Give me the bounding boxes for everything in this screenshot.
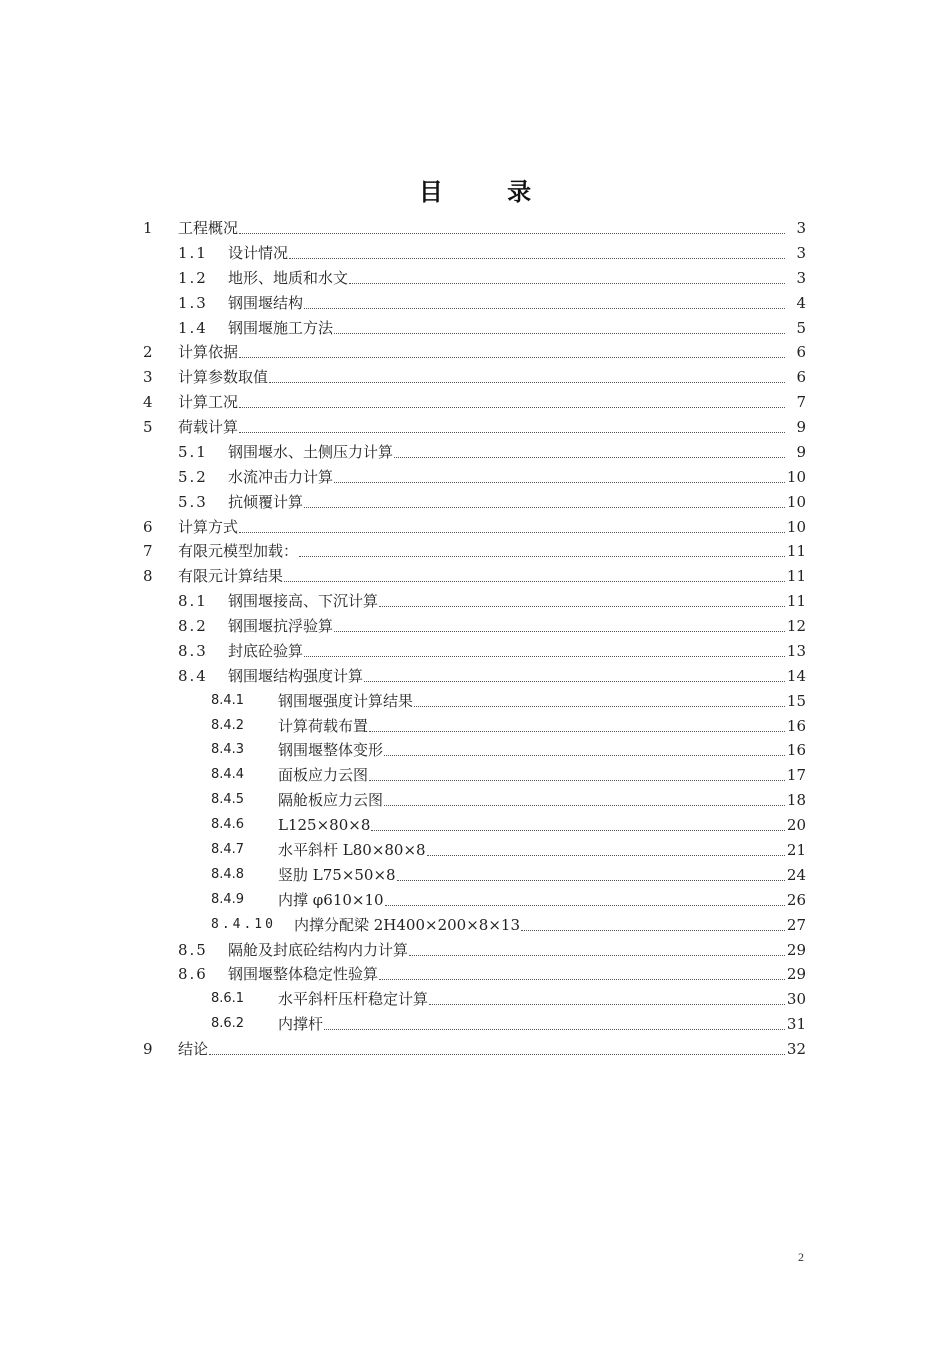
toc-entry-title: 隔舱及封底砼结构内力计算 (228, 940, 409, 959)
toc-entry-title: 钢围堰结构 (228, 293, 304, 312)
toc-entry-number: 1 (143, 219, 153, 237)
toc-leader-dots (394, 457, 785, 458)
toc-entry[interactable] (0, 464, 806, 486)
toc-entry-number: 8.4.8 (211, 866, 245, 882)
toc-entry[interactable] (0, 563, 806, 585)
toc-leader-dots (299, 556, 785, 557)
toc-entry[interactable] (0, 912, 806, 934)
toc-entry-page: 11 (786, 542, 806, 561)
toc-entry[interactable] (0, 514, 806, 536)
toc-entry-number: 8.4.10 (211, 916, 276, 932)
toc-entry-page: 6 (786, 343, 806, 361)
toc-entry-title: 计算工况 (178, 393, 239, 412)
toc-entry-page: 10 (786, 517, 806, 536)
toc-leader-dots (379, 606, 785, 607)
toc-leader-dots (269, 382, 785, 383)
toc-entry-title: 水平斜杆压杆稳定计算 (278, 990, 429, 1009)
toc-leader-dots (521, 930, 785, 931)
toc-entry-page: 17 (786, 766, 806, 785)
toc-entry-number: 8.4.4 (211, 767, 245, 783)
toc-entry-number: 8.6.2 (211, 1016, 245, 1032)
toc-entry[interactable] (0, 339, 806, 361)
toc-entry[interactable] (0, 837, 806, 859)
toc-entry[interactable] (0, 489, 806, 511)
toc-entry[interactable] (0, 240, 806, 262)
toc-entry-number: 1.2 (178, 268, 208, 287)
toc-entry-number: 5.1 (178, 442, 208, 461)
toc-entry-title: 内撑 φ610×10 (278, 890, 384, 909)
toc-leader-dots (414, 706, 785, 707)
toc-entry-number: 2 (143, 343, 153, 362)
toc-entry-title: 内撑分配梁 2H400×200×8×13 (294, 915, 520, 934)
toc-entry-title: 地形、地质和水文 (228, 268, 349, 287)
toc-entry-page: 12 (786, 617, 806, 636)
toc-entry-title: 竖肋 L75×50×8 (278, 865, 396, 884)
toc-entry-page: 16 (786, 741, 806, 760)
toc-entry-number: 8 (143, 567, 153, 586)
toc-leader-dots (304, 507, 785, 508)
toc-entry-page: 10 (786, 467, 806, 486)
toc-leader-dots (304, 656, 785, 657)
toc-entry[interactable] (0, 862, 806, 884)
toc-entry[interactable] (0, 389, 806, 411)
toc-entry-number: 8.5 (178, 940, 208, 959)
toc-entry-number: 8.6 (178, 965, 208, 984)
toc-leader-dots (239, 532, 785, 533)
toc-entry-page: 14 (786, 666, 806, 685)
toc-entry[interactable] (0, 588, 806, 610)
toc-entry-title: 水平斜杆 L80×80×8 (278, 841, 426, 859)
toc-entry-title: 设计情况 (228, 243, 289, 262)
toc-entry-page: 9 (786, 418, 806, 436)
toc-entry[interactable] (0, 961, 806, 983)
toc-entry[interactable] (0, 787, 806, 809)
toc-entry-page: 4 (786, 294, 806, 312)
toc-entry[interactable] (0, 713, 806, 735)
toc-entry[interactable] (0, 737, 806, 759)
toc-leader-dots (334, 482, 785, 483)
toc-entry-page: 9 (786, 443, 806, 461)
toc-leader-dots (349, 283, 785, 284)
toc-entry-title: 计算方式 (178, 517, 239, 536)
toc-leader-dots (239, 432, 785, 433)
toc-entry-title: 面板应力云图 (278, 766, 369, 785)
toc-entry[interactable] (0, 1036, 806, 1058)
toc-entry-title: 工程概况 (178, 219, 239, 237)
toc-entry-page: 29 (786, 940, 806, 959)
toc-entry-title: 计算参数取值 (178, 368, 269, 387)
toc-entry[interactable] (0, 613, 806, 635)
toc-entry-title: L125×80×8 (278, 816, 371, 835)
toc-entry-page: 11 (786, 592, 806, 611)
toc-leader-dots (379, 979, 785, 980)
toc-entry-title: 计算依据 (178, 343, 239, 362)
toc-entry-page: 16 (786, 716, 806, 735)
toc-entry[interactable] (0, 414, 806, 436)
toc-leader-dots (364, 681, 785, 682)
toc-entry-number: 8.1 (178, 592, 208, 611)
toc-entry-number: 8.4.7 (211, 842, 245, 857)
toc-entry-page: 5 (786, 319, 806, 337)
toc-leader-dots (334, 631, 785, 632)
toc-entry[interactable] (0, 937, 806, 959)
toc-leader-dots (384, 755, 785, 756)
toc-entry-number: 8.4.3 (211, 742, 245, 758)
toc-entry-title: 水流冲击力计算 (228, 467, 334, 486)
toc-entry-number: 7 (143, 542, 153, 561)
toc-leader-dots (429, 1004, 785, 1005)
toc-entry-page: 18 (786, 791, 806, 810)
toc-leader-dots (289, 258, 785, 259)
toc-leader-dots (284, 581, 785, 582)
toc-title: 目 录 (418, 178, 560, 206)
toc-entry[interactable] (0, 315, 806, 337)
toc-entry-title: 钢围堰抗浮验算 (228, 617, 334, 636)
toc-leader-dots (334, 333, 785, 334)
toc-entry-page: 13 (786, 641, 806, 660)
toc-entry[interactable] (0, 265, 806, 287)
toc-entry-number: 8.6.1 (211, 991, 245, 1007)
toc-entry-number: 8.4.6 (211, 817, 245, 833)
toc-entry-number: 1.1 (178, 243, 208, 262)
toc-entry-page: 26 (786, 890, 806, 909)
toc-entry-page: 21 (786, 841, 806, 859)
toc-entry[interactable] (0, 688, 806, 710)
toc-leader-dots (239, 357, 785, 358)
toc-leader-dots (397, 880, 785, 881)
toc-entry[interactable] (0, 663, 806, 685)
toc-entry[interactable] (0, 364, 806, 386)
toc-entry-page: 29 (786, 965, 806, 984)
toc-entry-page: 32 (786, 1040, 806, 1059)
toc-entry[interactable] (0, 538, 806, 560)
toc-entry-title: 抗倾覆计算 (228, 492, 304, 511)
toc-entry-number: 8.4.9 (211, 891, 245, 907)
toc-leader-dots (409, 955, 785, 956)
toc-entry[interactable] (0, 439, 806, 461)
toc-entry-page: 24 (786, 865, 806, 884)
toc-entry-title: 钢围堰施工方法 (228, 318, 334, 337)
toc-entry[interactable] (0, 887, 806, 909)
toc-entry-title: 钢围堰整体变形 (278, 741, 384, 760)
toc-entry-title: 钢围堰水、土侧压力计算 (228, 442, 394, 461)
toc-entry-number: 5.2 (178, 467, 208, 486)
toc-entry-title: 隔舱板应力云图 (278, 791, 384, 810)
toc-leader-dots (385, 905, 785, 906)
toc-leader-dots (304, 308, 785, 309)
toc-entry-page: 31 (786, 1015, 806, 1034)
toc-entry-number: 9 (143, 1040, 153, 1059)
toc-entry-page: 3 (786, 244, 806, 262)
toc-entry-number: 8.4 (178, 666, 208, 685)
toc-entry-page: 15 (786, 691, 806, 710)
toc-leader-dots (427, 855, 785, 856)
toc-entry-number: 1.4 (178, 318, 208, 337)
toc-entry-page: 3 (786, 269, 806, 287)
toc-entry-title: 有限元计算结果 (178, 567, 284, 586)
toc-entry-title: 荷载计算 (178, 418, 239, 437)
toc-leader-dots (384, 805, 785, 806)
page-number: 2 (798, 1250, 804, 1264)
toc-entry-page: 27 (786, 915, 806, 934)
toc-entry-title: 钢围堰接高、下沉计算 (228, 592, 379, 611)
toc-entry-number: 8.4.2 (211, 717, 245, 733)
toc-leader-dots (209, 1054, 785, 1055)
toc-entry-title: 钢围堰强度计算结果 (278, 691, 414, 710)
toc-entry-number: 8.4.5 (211, 792, 245, 808)
toc-entry-number: 8.3 (178, 641, 208, 660)
toc-entry-title: 结论 (178, 1040, 209, 1059)
toc-entry[interactable] (0, 215, 806, 237)
toc-entry-page: 11 (786, 567, 806, 586)
toc-leader-dots (239, 233, 785, 234)
toc-entry-number: 3 (143, 368, 153, 387)
toc-entry-title: 内撑杆 (278, 1015, 324, 1034)
toc-entry-title: 有限元模型加载： (178, 542, 299, 561)
toc-entry-number: 6 (143, 517, 153, 536)
toc-entry[interactable] (0, 290, 806, 312)
toc-leader-dots (371, 830, 785, 831)
toc-entry-number: 8.2 (178, 617, 208, 636)
toc-entry-title: 钢围堰整体稳定性验算 (228, 965, 379, 984)
toc-entry-number: 8.4.1 (211, 692, 245, 708)
toc-entry-page: 6 (786, 368, 806, 386)
toc-leader-dots (369, 731, 785, 732)
toc-entry-title: 计算荷载布置 (278, 716, 369, 735)
toc-entry-page: 3 (786, 219, 806, 237)
toc-leader-dots (324, 1029, 785, 1030)
toc-entry-page: 30 (786, 990, 806, 1009)
toc-leader-dots (369, 780, 785, 781)
toc-entry[interactable] (0, 1011, 806, 1033)
toc-entry-number: 5 (143, 418, 153, 437)
toc-entry[interactable] (0, 986, 806, 1008)
toc-entry[interactable] (0, 638, 806, 660)
toc-entry[interactable] (0, 762, 806, 784)
toc-entry-number: 5.3 (178, 492, 208, 511)
toc-entry-page: 10 (786, 492, 806, 511)
toc-leader-dots (239, 407, 785, 408)
toc-entry-title: 封底砼验算 (228, 641, 304, 660)
toc-entry-number: 4 (143, 393, 153, 412)
toc-entry-number: 1.3 (178, 293, 208, 312)
toc-entry[interactable] (0, 812, 806, 834)
toc-entry-page: 20 (786, 816, 806, 835)
toc-entry-title: 钢围堰结构强度计算 (228, 666, 364, 685)
toc-entry-page: 7 (786, 393, 806, 411)
